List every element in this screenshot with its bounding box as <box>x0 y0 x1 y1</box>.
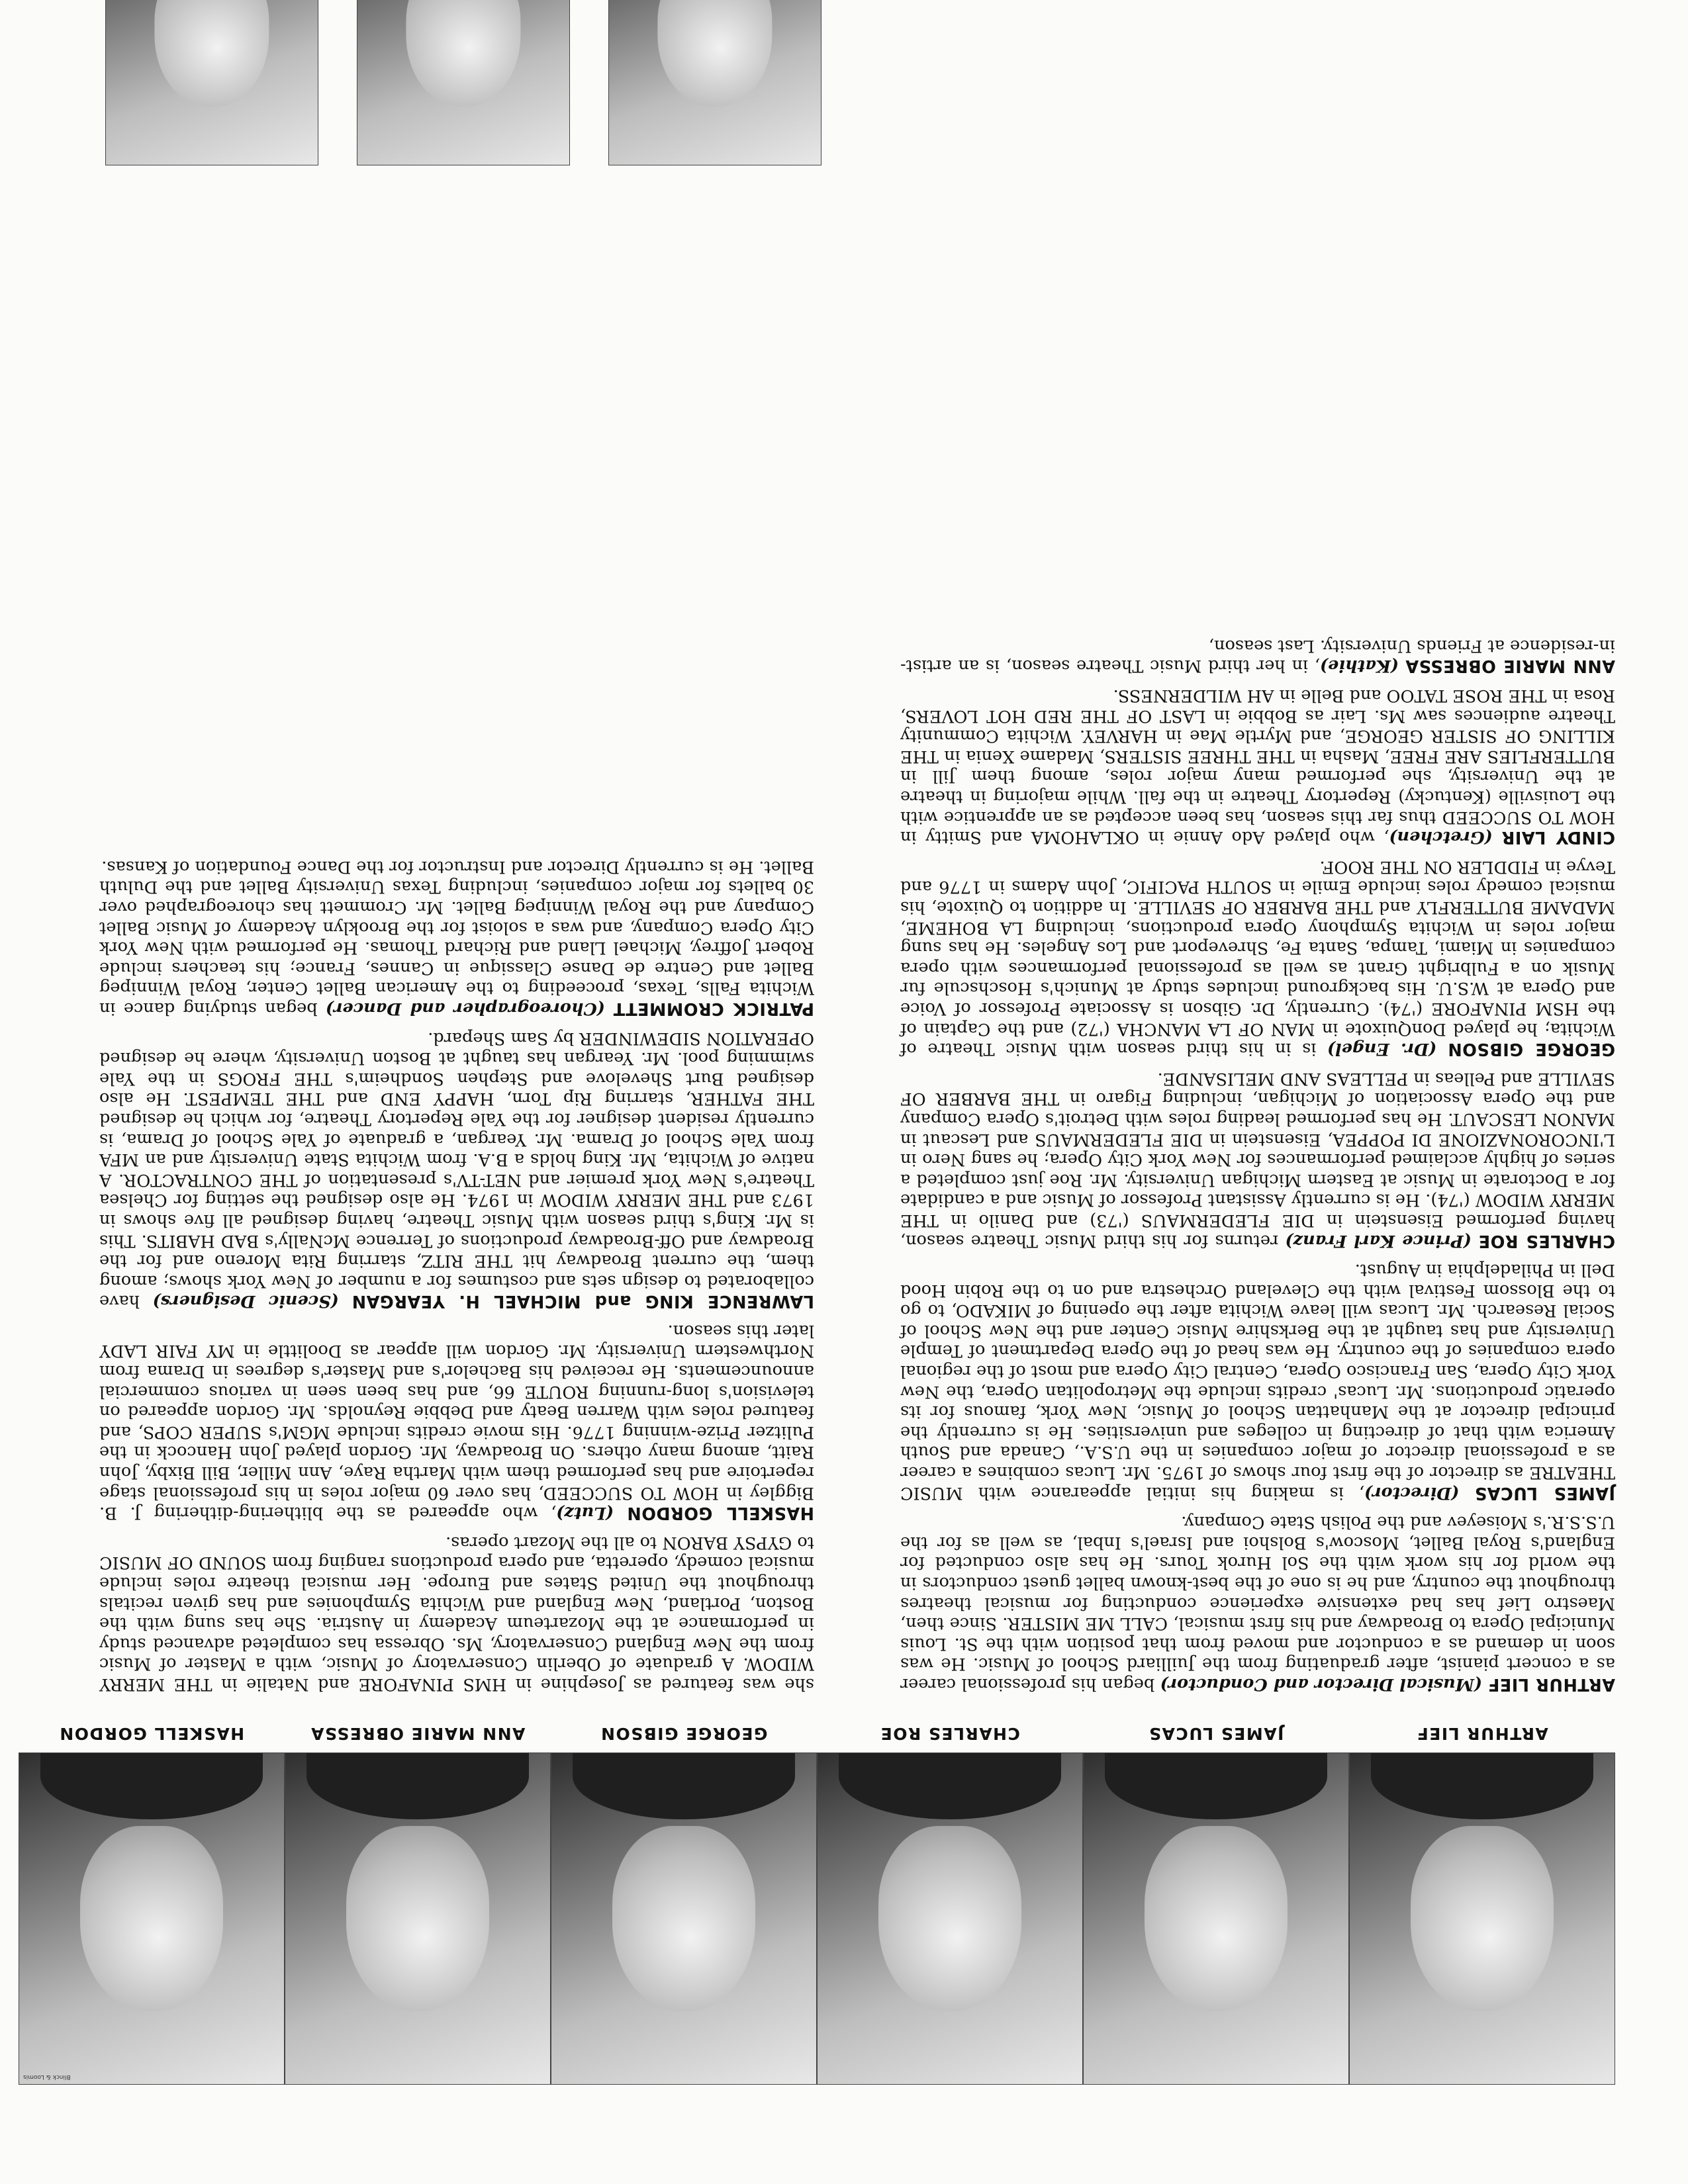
portrait-photo <box>357 0 570 165</box>
top-photo-row <box>23 1714 1615 2085</box>
bio-george-gibson <box>900 856 1615 1059</box>
photo-caption: HASKELL GORDON <box>58 1724 245 1743</box>
bio-james-lucas <box>900 1260 1615 1503</box>
photo-card-gary-adolfson <box>99 0 324 165</box>
photo-caption: ANN MARIE OBRESSA <box>310 1724 526 1743</box>
bio-ann-marie-obressa-cont <box>99 1532 814 1694</box>
bio-ann-marie-obressa <box>900 635 1615 676</box>
bio-name: HASKELL GORDON <box>626 1503 814 1524</box>
bottom-photo-row <box>99 0 827 165</box>
photo-credit: Blinck & Loomis <box>23 2073 71 2080</box>
bio-name: ARTHUR LIEF <box>1487 1674 1615 1694</box>
photo-card-patricia-coleman <box>351 0 576 165</box>
bio-name: ANN MARIE OBRESSA <box>1405 656 1615 676</box>
bio-name: PATRICK CROMMETT <box>613 999 814 1019</box>
portrait-photo <box>551 1752 817 2085</box>
portrait-photo <box>19 1752 285 2085</box>
portrait-photo <box>105 0 318 165</box>
bio-haskell-gordon <box>99 1320 814 1523</box>
photo-caption: JAMES LUCAS <box>1148 1724 1284 1743</box>
bio-text: have collaborated to design sets and costumes for a number of New York shows; among them, the current Broadway hit THE RITZ, starring Rita Moreno and for the Broadway and Off-Broadway productions of Terrence McNally's BAD HABITS. This is Mr. King's third season with Music Theatre, having designed all five shows in 1973 and THE MERRY WIDOW in 1974. He also designed the setting for Chelsea Theatre's New York premier and NET-TV's presentation of THE CONTRACTOR. A native of Wichita, Mr. King holds a B.A. from Wichita State University and an MFA from Yale School of Drama. Mr. Yeargan, a graduate of Yale School of Drama, is currently resident designer for the Yale Repertory Theatre, for which he designed THE FATHER, starring Rip Torn, HAPPY END and THE TEMPEST. He also designed Burt Shevelove and Stephen Sondheim's THE FROGS in the Yale swimming pool. Mr. Yeargan has taught at Boston University, where he designed OPERATION SIDEWINDER by Sam Shepard. <box>99 1028 814 1312</box>
bio-text: began studying dance in Wichita Falls, Texas, proceeding to the American Ballet Center, Royal Winnipeg Ballet and Centre de Danse Classique in Cannes, France; his teachers include Robert Joffrey, Michael Lland and Richard Thomas. He performed with New York City Opera Company, and was a soloist for the Brooklyn Academy of Music Ballet Company and the Royal Winnipeg Ballet. Mr. Crommett has choreographed over 30 ballets for major companies, including Texas University Ballet and the Duluth Ballet. He is currently Director and Instructor for the Dance Foundation of Kansas. <box>99 856 814 1019</box>
bio-text: , in her third Music Theatre season, is an artist-in-residence at Friends University. Last season, <box>900 635 1615 676</box>
bio-text: returns for his third Music Theatre season, having performed Eisenstein in DIE FLEDERMAUS ('73) and Danilo in THE MERRY WIDOW ('74). He is currently Assistant Professor of Music and a candidate for a Doctorate in Music at Eastern Michigan University. Mr. Roe just completed a series of highly acclaimed performances for New York City Opera; he sang Nero in L'INCORONAZIONE DI POPPEA, Eisenstein in DIE FLEDERMAUS and Lescaut in MANON LESCAUT. He has performed leading roles with Detroit's Opera Company and the Opera Association of Michigan, including Figaro in THE BARBER OF SEVILLE and Pelleas in PELLEAS AND MELISANDE. <box>900 1068 1615 1251</box>
bio-text: began his professional career as a concert pianist, after graduating from the Juilliard School of Music. He was soon in demand as a conductor and moved from that position with the St. Louis Municipal Opera to Broadway and his first musical, CALL ME MISTER. Since then, Maestro Lief has had extensive experience conducting for musical theatres throughout the country, and he is one of the best-known ballet guest conductors in the world for his work with the Sol Hurok Tours. He has also conducted for England's Royal Ballet, Moscow's Bolshoi and Israel's Inbal, as well as for the U.S.S.R.'s Moiseyev and the Polish State Company. <box>900 1512 1615 1694</box>
bio-role: (Dr. Engel) <box>1327 1039 1437 1060</box>
photo-caption: CHARLES ROE <box>880 1724 1020 1743</box>
photo-card-george-gibson <box>551 1714 817 2085</box>
bio-charles-roe <box>900 1068 1615 1250</box>
bio-patrick-crommett <box>99 856 814 1019</box>
bio-text: , who played Ado Annie in OKLAHOMA and Smitty in HOW TO SUCCEED thus far this season, has been accepted as an apprentice with the Louisville (Kentucky) Repertory Theatre in the fall. While majoring in theatre at the University, she performed many major roles, among them Jill in BUTTERFLIES ARE FREE, Masha in THE THREE SISTERS, Madame Xenia in THE KILLING OF SISTER GEORGE, and Myrtle Mae in HARVEY. Wichita Community Theatre audiences saw Ms. Lair as Bobbie in LAST OF THE RED HOT LOVERS, Rosa in THE ROSE TATOO and Belle in AH WILDERNESS. <box>900 686 1615 848</box>
bio-text: , who appeared as the blithering-dithering J. B. Biggley in HOW TO SUCCEED, has over 60 major roles in his professional stage repertoire and has performed them with Martha Raye, Ann Miller, Bill Bixby, John Raitt, among many others. On Broadway, Mr. Gordon played John Hancock in the Pulitzer Prize-winning 1776. His movie credits include MGM's SUPER COPS, and featured roles with Warren Beaty and Debbie Reynolds. Mr. Gordon appeared on television's long-running ROUTE 66, and has been seen in various commercial announcements. He received his Bachelor's and Master's degrees in Drama from Northwestern University. Mr. Gordon will appear as Doolittle in MY FAIR LADY later this season. <box>99 1320 814 1524</box>
photo-card-charles-roe <box>817 1714 1083 2085</box>
photo-card-haskell-gordon <box>19 1714 285 2085</box>
photo-card-james-lucas <box>1083 1714 1349 2085</box>
bio-name: GEORGE GIBSON <box>1447 1039 1615 1060</box>
bio-name: JAMES LUCAS <box>1474 1482 1615 1503</box>
photo-card-ann-marie-obressa <box>285 1714 551 2085</box>
bio-role: (Scenic Designers) <box>152 1291 339 1312</box>
photo-caption: ARTHUR LIEF <box>1416 1724 1548 1743</box>
bio-cindy-lair <box>900 686 1615 848</box>
photo-caption: GEORGE GIBSON <box>600 1724 768 1743</box>
bio-column-right <box>99 172 814 1694</box>
bio-role: (Kathie) <box>1320 656 1399 676</box>
bio-text: is in his third season with Music Theatre of Wichita; he played DonQuixote in MAN OF LA MANCHA ('72) and the Captain of the HSM PINAFORE ('74). Currently, Dr. Gibson is Associate Professor of Voice and Opera at W.S.U. His background includes study at Munich's Hoschscule fur Musik on a Fulbright Grant as well as professional performances with opera companies in Miami, Tampa, Santa Fe, Shreveport and Los Angeles. He has sung major roles in Wichita Symphony Opera productions, including LA BOHEME, MADAME BUTTERFLY and THE BARBER OF SEVILLE. In addition to Quixote, his musical comedy roles include Emile in SOUTH PACIFIC, John Adams in 1776 and Tevye in FIDDLER ON THE ROOF. <box>900 856 1615 1060</box>
bio-role: (Lutz) <box>556 1503 614 1524</box>
portrait-photo <box>1083 1752 1349 2085</box>
bio-name: LAWRENCE KING and MICHAEL H. YEARGAN <box>352 1291 814 1312</box>
bio-role: (Director) <box>1364 1482 1460 1503</box>
portrait-photo <box>1349 1752 1615 2085</box>
bio-name: CINDY LAIR <box>1501 827 1615 848</box>
bio-column-left <box>900 172 1615 1694</box>
bio-name: CHARLES ROE <box>1478 1230 1615 1251</box>
bio-text: , is making his initial appearance with MUSIC THEATRE as director of the first four shows of 1975. Mr. Lucas combines a career as a professional director of major companies in the U.S.A., Canada and South America with that of directing in colleges and universities. He is currently the principal director at the Manhattan School of Music, New York, famous for its operatic productions. Mr. Lucas' credits include the Metropolitan Opera, the New York City Opera, San Francisco Opera, Central City Opera and most of the regional opera companies of the country. He was head of the Opera Department of Temple University and has taught at the Berkshire Music Center and the New School of Social Research. Mr. Lucas will leave Wichita after the opening of MIKADO, to go to the Blossom Festival with the Cleveland Orchestra and on to the Robin Hood Dell in Philadelphia in August. <box>900 1260 1615 1503</box>
bio-king-yeargan <box>99 1028 814 1311</box>
bio-role: (Musical Director and Conductor) <box>1160 1674 1482 1694</box>
portrait-photo <box>817 1752 1083 2085</box>
photo-card-nancy-amos <box>602 0 827 165</box>
photo-card-arthur-lief <box>1349 1714 1615 2085</box>
portrait-photo <box>608 0 821 165</box>
bio-role: (Choreographer and Dancer) <box>325 999 605 1019</box>
bio-role: (Gretchen) <box>1389 827 1493 848</box>
bio-text: she was featured as Josephine in HMS PINAFORE and Natalie in THE MERRY WIDOW. A graduate of Oberlin Conservatory of Music, with a Master of Music from the New England Conservatory, Ms. Obressa has completed advanced study in performance at the Mozarteum Academy in Austria. She has sung with the Boston, Portland, New England and Wichita Symphonies and has given recitals throughout the United States and Europe. Her musical theatre roles include musical comedy, operetta, and opera productions ranging from SOUND OF MUSIC to GYPSY BARON to all the Mozart operas. <box>99 1532 814 1694</box>
bio-arthur-lief <box>900 1512 1615 1694</box>
bio-role: (Prince Karl Franz) <box>1285 1230 1472 1251</box>
portrait-photo <box>285 1752 551 2085</box>
